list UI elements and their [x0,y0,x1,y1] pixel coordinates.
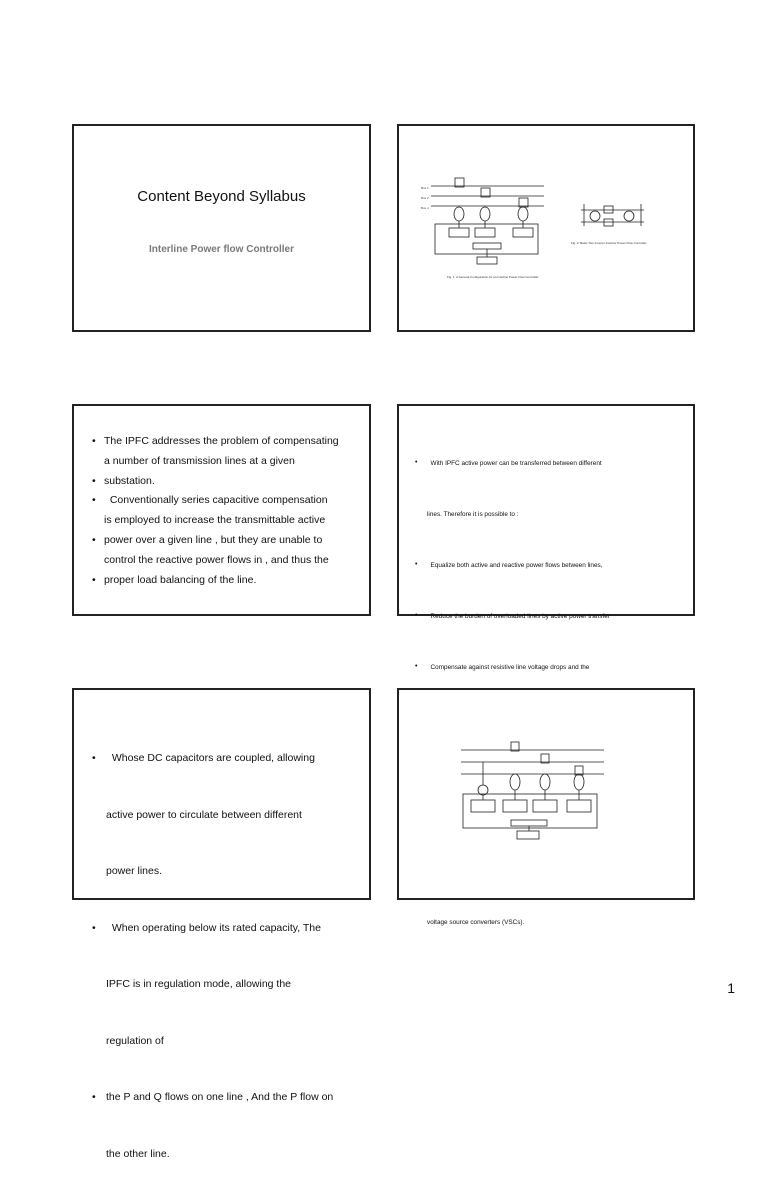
slide-title [72,124,371,332]
bullet-dot: • [92,533,96,546]
bullet-dot: • [92,1091,96,1103]
list-item: • Reduce the burden of overloaded lines by active power transfer [411,609,685,624]
list-item: IPFC is in regulation mode, allowing the [106,978,292,990]
list-item: regulation of [106,1034,164,1047]
list-item: control the reactive power flows in , and thus the [104,553,329,566]
ipfc-schematic-diagram [399,690,693,898]
slide-ipfc-diagrams [397,124,695,332]
list-item: • power over a given line , but they are unable to [90,531,359,551]
bullet-dot: • [92,494,96,507]
bullet-dot: • [415,459,418,466]
bus-label-2: Bus 2 [421,196,429,200]
slide-title-text: Content Beyond Syllabus [137,188,306,205]
list-item: • The IPFC addresses the problem of compensating [90,432,359,452]
list-item: • Compensate against resistive line voltage drops and the [411,660,685,675]
list-item: a number of transmission lines at a given [104,454,295,467]
bus-label-1: Bus 1 [421,186,429,190]
slide-subtitle-text: Interline Power flow Controller [148,244,294,255]
list-item: • With IPFC active power can be transferred between different [411,456,685,471]
ipfc-two-inverter-diagram [581,204,644,226]
list-item: power lines. [106,865,163,877]
list-item: is employed to increase the transmittable active [104,514,326,527]
fig2-caption: Fig. 2. Basic Two Inverter Interline Power Flow Controller [571,241,647,245]
list-item: • Equalize both active and reactive power flows between lines, [411,558,685,573]
ipfc-general-configuration-diagram [431,178,544,264]
page-number: 1 [727,980,735,996]
bullet-dot: • [92,752,96,764]
bullet-dot: • [415,561,418,568]
bullet-dot: • [415,663,418,670]
bullet-dot: • [92,474,96,487]
slide3-bullet-list [90,432,359,590]
bullet-dot: • [92,921,96,934]
list-item: the other line. [106,1147,170,1160]
list-item: active power to circulate between different [106,808,302,821]
list-item: • the P and Q flows on one line , And the P flow on [90,1087,359,1108]
slide-ipfc-benefits [397,404,695,926]
list-item: lines. Therefore it is possible to : [427,511,519,518]
slide5-bullet-list [90,712,359,1200]
list-item: • Conventionally series capacitive compensation [90,491,359,511]
fig1-caption: Fig. 1. A General Configuration for an Interline Power Flow Controller [447,275,539,279]
bullet-dot: • [92,573,96,586]
slide-ipfc-problem [72,404,371,616]
slide-ipfc-schematic [397,688,695,900]
bullet-dot: • [415,612,418,619]
list-item: • Whose DC capacitors are coupled, allowing [90,748,359,769]
bus-label-3: Bus n [421,206,429,210]
slide-ipfc-operation [72,688,371,1160]
ipfc-diagrams [399,126,693,330]
list-item: • When operating below its rated capacity, The [90,918,359,939]
list-item: • substation. [90,472,359,492]
list-item: • proper load balancing of the line. [90,571,359,591]
bullet-dot: • [92,435,96,447]
list-item: voltage source converters (VSCs). [427,919,525,926]
